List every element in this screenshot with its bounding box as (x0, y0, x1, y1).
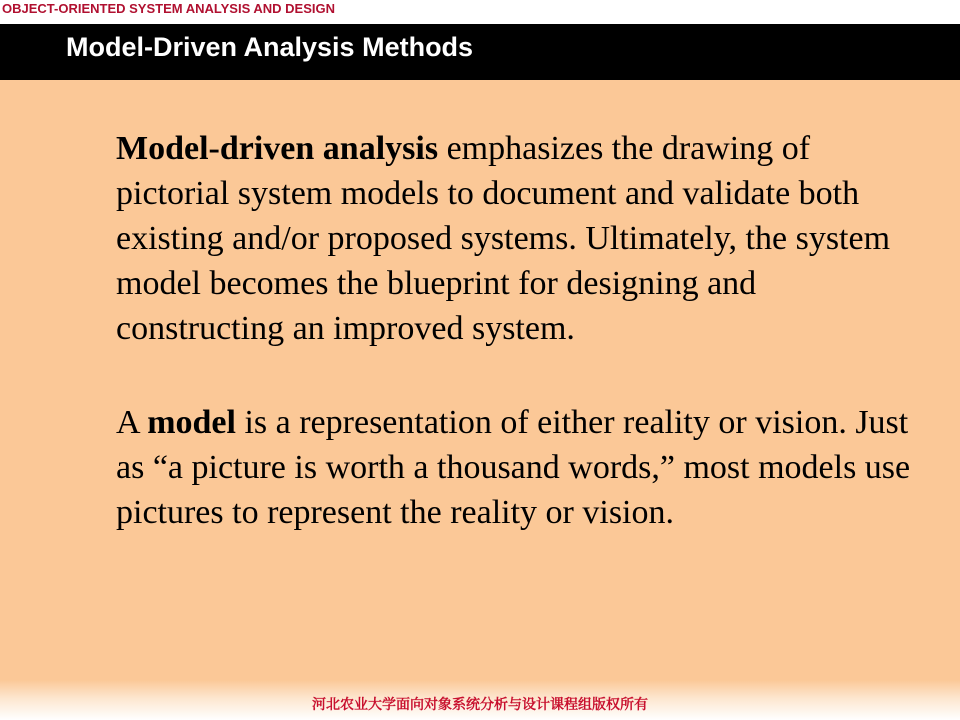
title-bar (0, 24, 960, 80)
term-model: model (147, 404, 236, 441)
paragraph-model-definition (116, 400, 926, 535)
course-label: OBJECT-ORIENTED SYSTEM ANALYSIS AND DESIGN (2, 1, 335, 16)
paragraph2-prefix: A (116, 404, 148, 441)
paragraph1-text: emphasizes the drawing of pictorial system models to document and validate both existing and/or proposed systems. Ultimately, the system model becomes the blueprint for designing and constructing an improved system. (116, 130, 891, 347)
term-model-driven-analysis: Model-driven analysis (116, 130, 439, 167)
paragraph2-text: is a representation of either reality or vision. Just as “a picture is worth a thousand words,” most models use pictures to represent the reality or vision. (116, 404, 911, 531)
copyright-footer: 河北农业大学面向对象系统分析与设计课程组版权所有 (312, 697, 648, 713)
paragraph-model-driven-analysis (116, 126, 926, 351)
slide-title: Model-Driven Analysis Methods (66, 32, 474, 62)
